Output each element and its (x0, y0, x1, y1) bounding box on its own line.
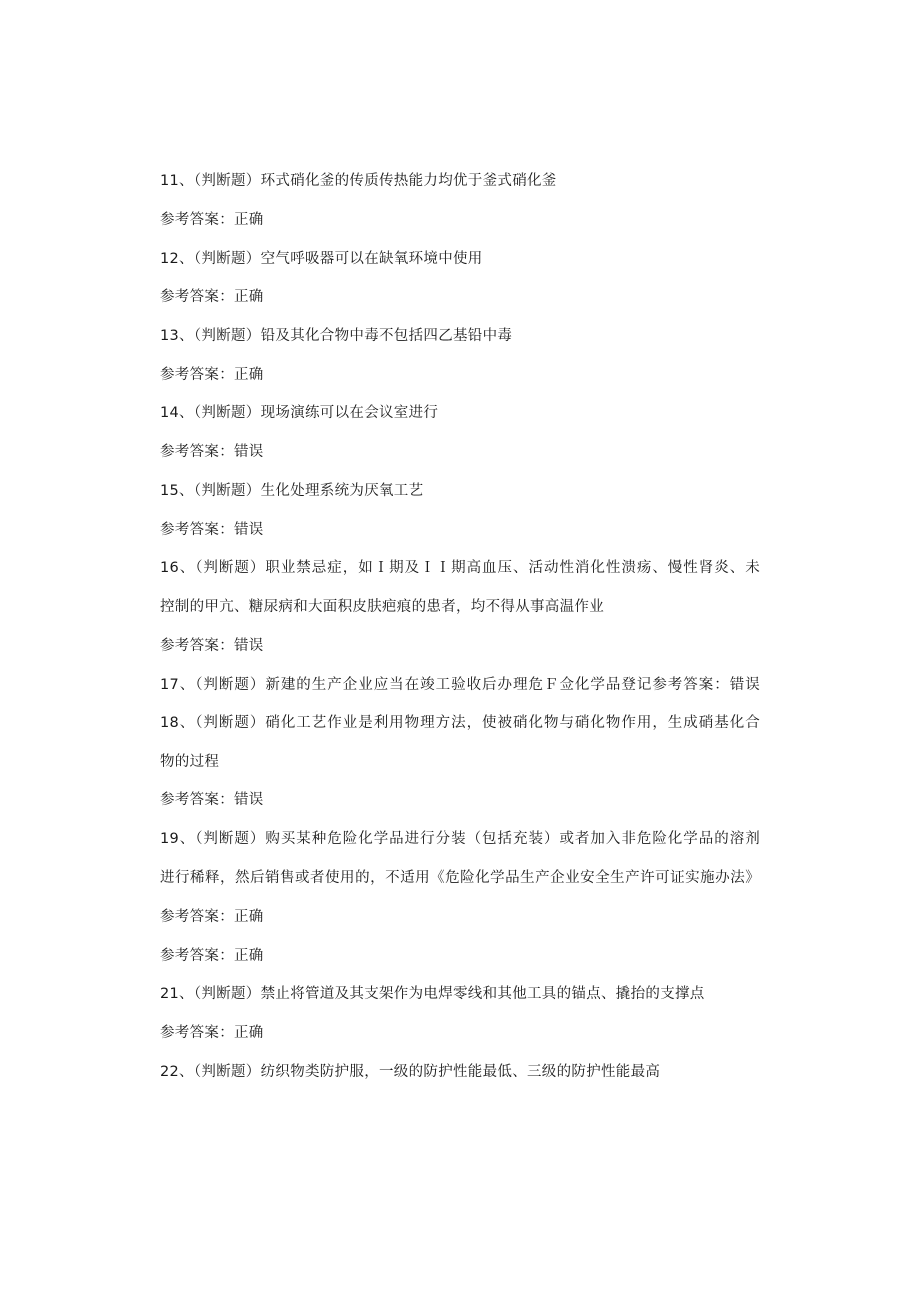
answer-21: 参考答案：正确 (160, 1025, 264, 1041)
answer-18: 参考答案：错误 (160, 792, 264, 808)
question-16-line-2: 控制的甲亢、糖尿病和大面积皮肤疤痕的患者，均不得从事高温作业 (160, 599, 604, 615)
answer-20: 参考答案：正确 (160, 948, 264, 964)
question-19-line-1: 19、（判断题）购买某种危险化学品进行分装（包括充装）或者加入非危险化学品的溶剂 (160, 831, 760, 847)
question-22: 22、（判断题）纺织物类防护服，一级的防护性能最低、三级的防护性能最高 (160, 1064, 661, 1080)
question-19-line-2: 进行稀释，然后销售或者使用的，不适用《危险化学品生产企业安全生产许可证实施办法》 (160, 870, 760, 886)
question-12: 12、（判断题）空气呼吸器可以在缺氧环境中使用 (160, 251, 483, 267)
answer-16: 参考答案：错误 (160, 638, 264, 654)
question-21: 21、（判断题）禁止将管道及其支架作为电焊零线和其他工具的锚点、撬抬的支撑点 (160, 986, 705, 1002)
answer-19: 参考答案：正确 (160, 909, 264, 925)
question-18-line-1: 18、（判断题）硝化工艺作业是利用物理方法，使被硝化物与硝化物作用，生成硝基化合 (160, 715, 760, 731)
answer-15: 参考答案：错误 (160, 522, 264, 538)
question-17-with-answer: 17、（判断题）新建的生产企业应当在竣工验收后办理危Ｆ佥化学品登记参考答案：错误 (160, 677, 760, 693)
question-15: 15、（判断题）生化处理系统为厌氧工艺 (160, 483, 424, 499)
answer-11: 参考答案：正确 (160, 212, 264, 228)
question-11: 11、（判断题）环式硝化釜的传质传热能力均优于釜式硝化釜 (160, 173, 557, 189)
question-13: 13、（判断题）铅及其化合物中毒不包括四乙基铅中毒 (160, 328, 513, 344)
question-16-line-1: 16、（判断题）职业禁忌症，如Ｉ期及ＩＩ期高血压、活动性消化性溃疡、慢性肾炎、未 (160, 560, 760, 576)
answer-12: 参考答案：正确 (160, 289, 264, 305)
answer-14: 参考答案：错误 (160, 444, 264, 460)
answer-13: 参考答案：正确 (160, 367, 264, 383)
question-18-line-2: 物的过程 (160, 754, 220, 770)
question-14: 14、（判断题）现场演练可以在会议室进行 (160, 405, 439, 421)
